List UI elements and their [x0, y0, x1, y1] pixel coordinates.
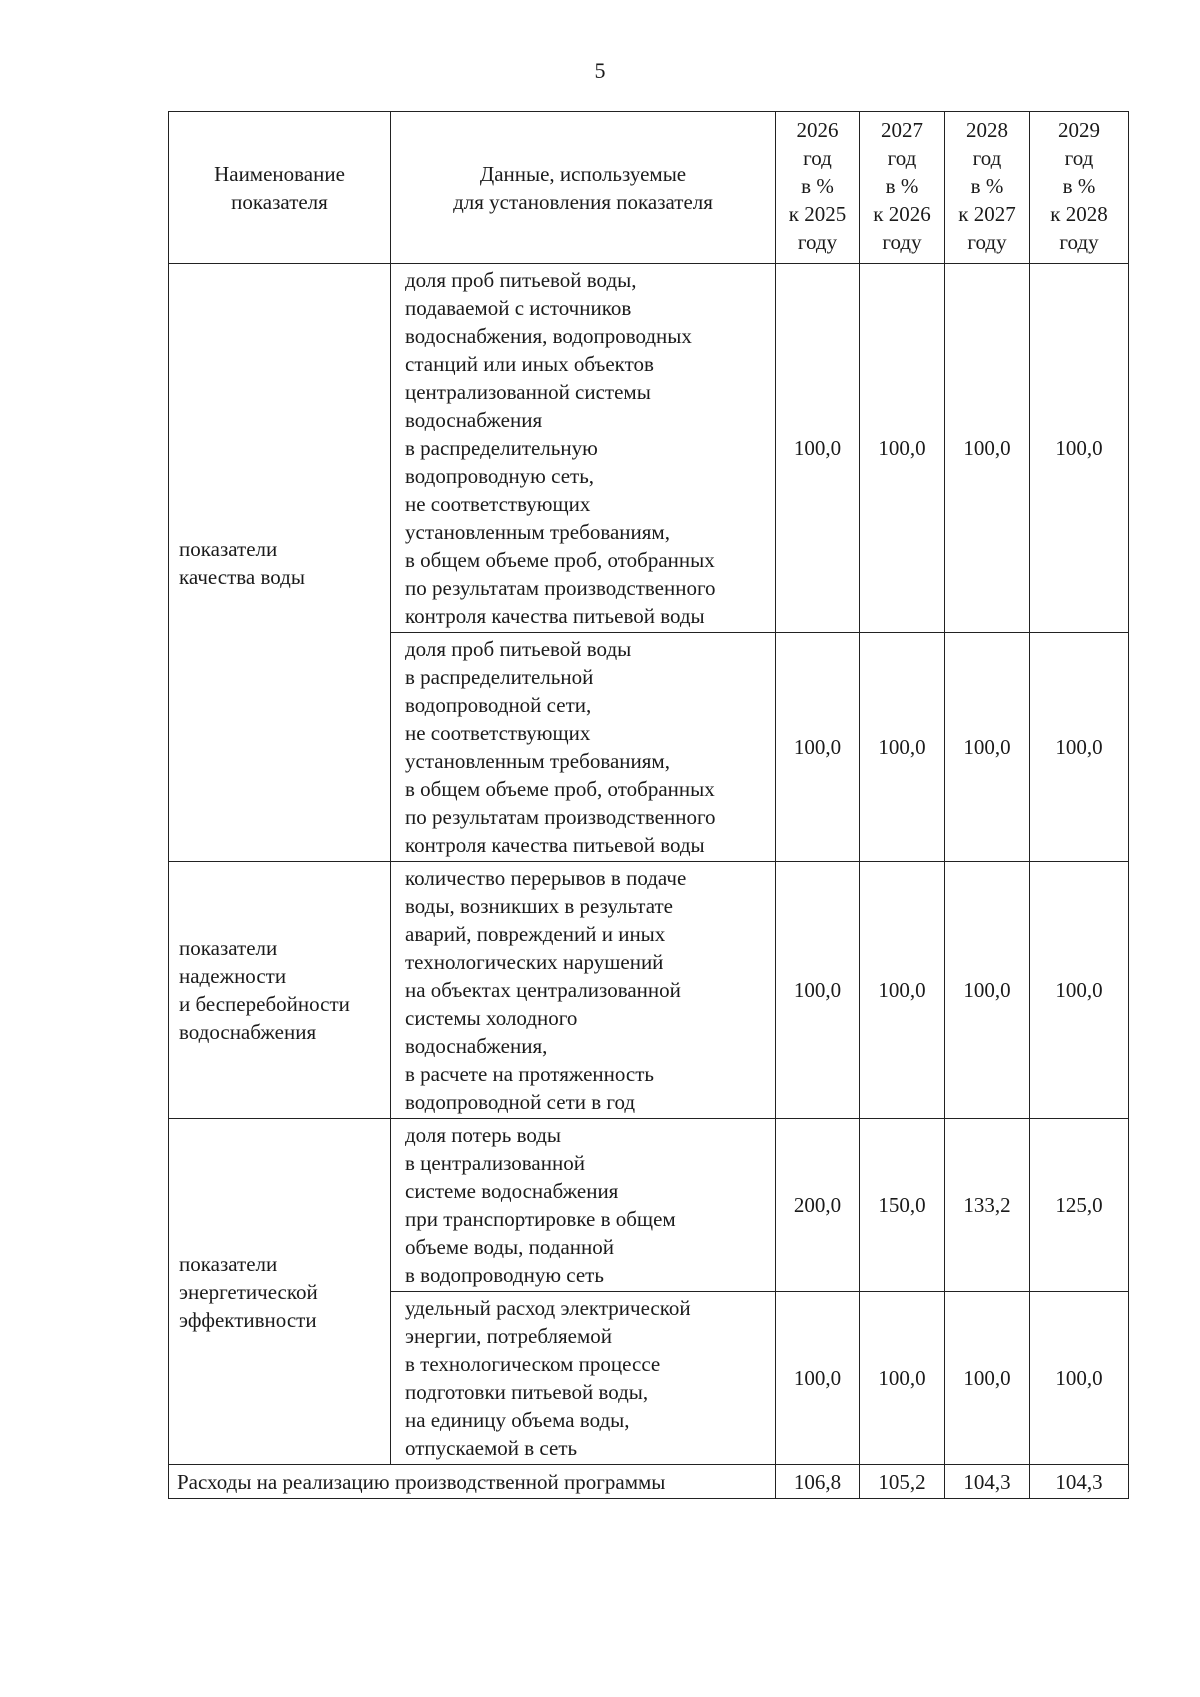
header-year-2026: 2026 год в % к 2025 году: [776, 112, 860, 264]
header-year-2028: 2028 год в % к 2027 году: [945, 112, 1030, 264]
data-description: удельный расход электрической энергии, потребляемой в технологическом процессе подготовки питьевой воды, на единицу объема воды, отпускаемой в сеть: [391, 1292, 776, 1465]
header-year-2027: 2027 год в % к 2026 году: [860, 112, 945, 264]
value-2027: 100,0: [860, 633, 945, 862]
indicator-group-reliability: показатели надежности и бесперебойности водоснабжения: [169, 862, 391, 1119]
data-description: доля потерь воды в централизованной системе водоснабжения при транспортировке в общем объеме воды, поданной в водопроводную сеть: [391, 1119, 776, 1292]
footer-value-2027: 105,2: [860, 1465, 945, 1499]
value-2026: 100,0: [776, 1292, 860, 1465]
indicator-group-energy-efficiency: показатели энергетической эффективности: [169, 1119, 391, 1465]
header-year-2029: 2029 год в % к 2028 году: [1030, 112, 1129, 264]
value-2026: 100,0: [776, 264, 860, 633]
value-2028: 100,0: [945, 264, 1030, 633]
data-description: доля проб питьевой воды, подаваемой с источников водоснабжения, водопроводных станций или иных объектов централизованной системы водоснабжения в распределительную водопроводную сеть, не соответствующих установленным требованиям, в общем объеме проб, отобранных по результатам производственного контроля качества питьевой воды: [391, 264, 776, 633]
footer-value-2028: 104,3: [945, 1465, 1030, 1499]
value-2026: 100,0: [776, 862, 860, 1119]
indicator-group-water-quality: показатели качества воды: [169, 264, 391, 862]
data-description: количество перерывов в подаче воды, возникших в результате аварий, повреждений и иных технологических нарушений на объектах централизованной системы холодного водоснабжения, в расчете на протяженность водопроводной сети в год: [391, 862, 776, 1119]
value-2029: 125,0: [1030, 1119, 1129, 1292]
value-2027: 100,0: [860, 264, 945, 633]
table-footer-row: [169, 1465, 1129, 1499]
data-description: доля проб питьевой воды в распределительной водопроводной сети, не соответствующих установленным требованиям, в общем объеме проб, отобранных по результатам производственного контроля качества питьевой воды: [391, 633, 776, 862]
value-2029: 100,0: [1030, 633, 1129, 862]
indicators-table: [168, 111, 1129, 1499]
value-2028: 133,2: [945, 1119, 1030, 1292]
value-2028: 100,0: [945, 1292, 1030, 1465]
value-2027: 100,0: [860, 1292, 945, 1465]
footer-value-2026: 106,8: [776, 1465, 860, 1499]
value-2029: 100,0: [1030, 1292, 1129, 1465]
header-data-used: Данные, используемые для установления показателя: [391, 112, 776, 264]
page-number: 5: [594, 58, 606, 83]
table-row: [169, 1119, 1129, 1292]
value-2029: 100,0: [1030, 862, 1129, 1119]
footer-label: Расходы на реализацию производственной программы: [169, 1465, 776, 1499]
table-header-row: [169, 112, 1129, 264]
value-2027: 100,0: [860, 862, 945, 1119]
table-row: [169, 264, 1129, 633]
header-indicator-name: Наименование показателя: [169, 112, 391, 264]
value-2029: 100,0: [1030, 264, 1129, 633]
footer-value-2029: 104,3: [1030, 1465, 1129, 1499]
value-2028: 100,0: [945, 862, 1030, 1119]
value-2026: 200,0: [776, 1119, 860, 1292]
value-2026: 100,0: [776, 633, 860, 862]
table-row: [169, 862, 1129, 1119]
value-2027: 150,0: [860, 1119, 945, 1292]
value-2028: 100,0: [945, 633, 1030, 862]
